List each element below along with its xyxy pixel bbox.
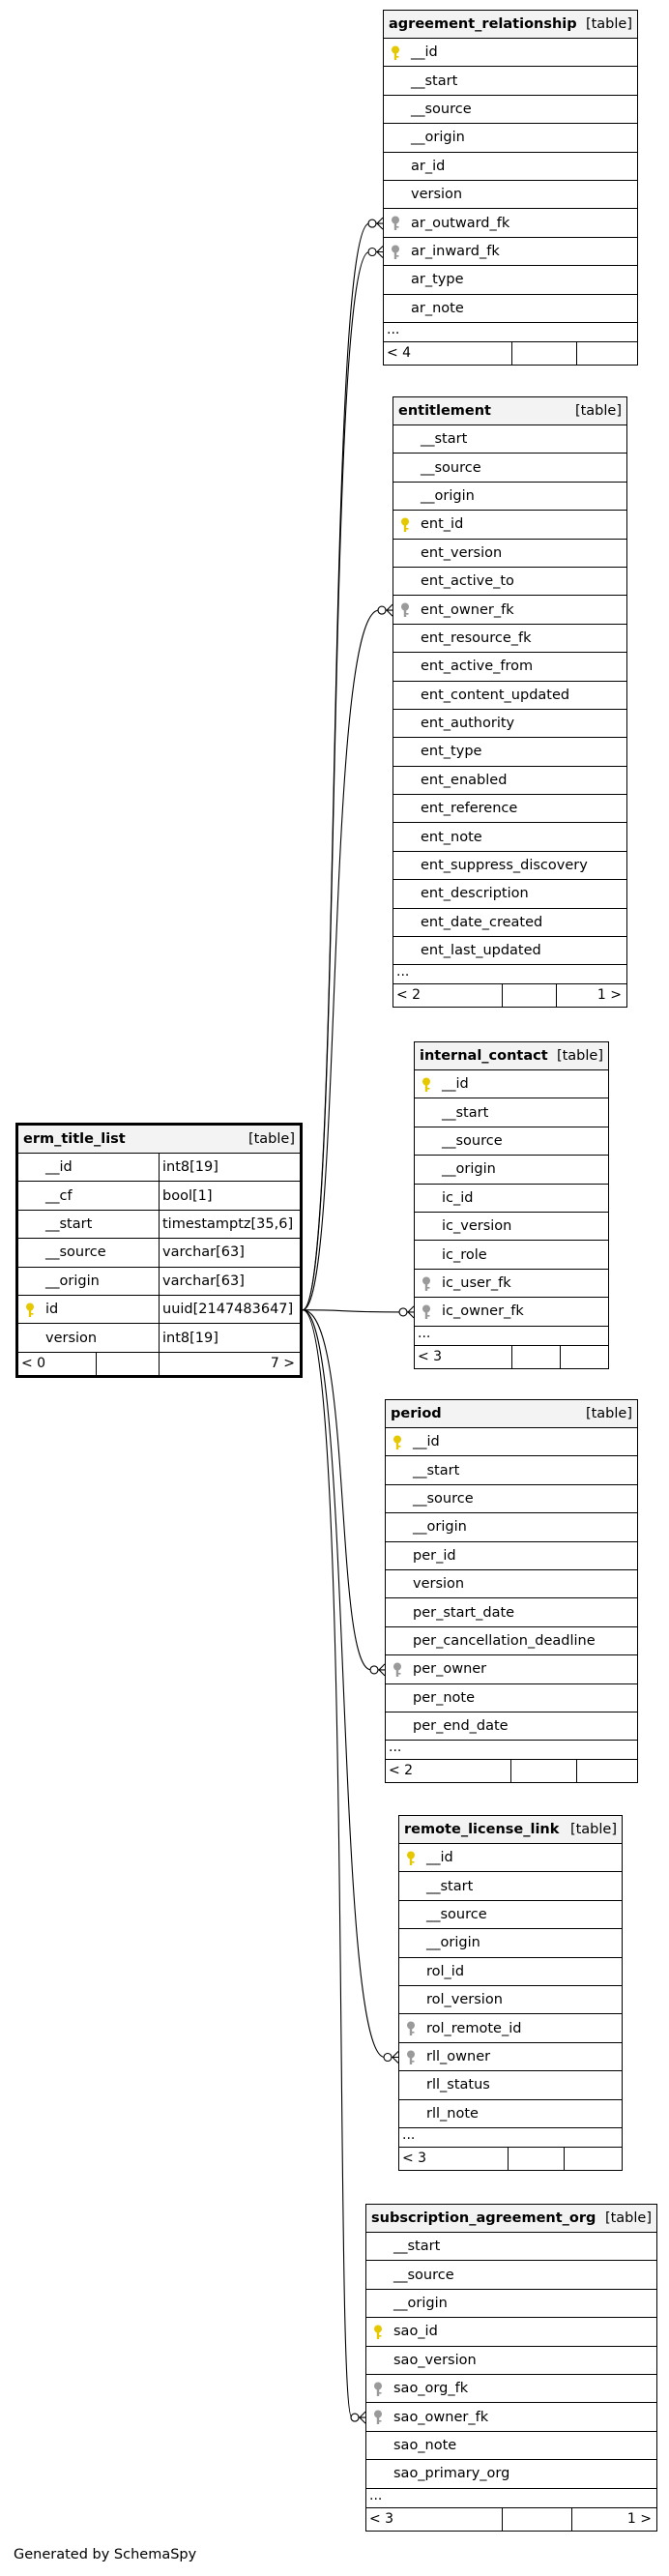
table-name: erm_title_list bbox=[23, 1131, 126, 1147]
column-type: varchar[63] bbox=[159, 1239, 300, 1266]
column-name: ent_active_to bbox=[421, 573, 514, 590]
column-name: rll_owner bbox=[426, 2048, 491, 2064]
table-footer bbox=[399, 2148, 622, 2170]
foreign-key-icon bbox=[405, 2021, 417, 2036]
table-header bbox=[393, 397, 626, 425]
column-row bbox=[386, 1456, 637, 1484]
column-name: ar_inward_fk bbox=[411, 243, 500, 259]
column-type: bool[1] bbox=[159, 1182, 300, 1209]
column-row bbox=[393, 454, 626, 482]
column-name: ent_active_from bbox=[421, 659, 534, 675]
more-columns-ellipsis: ... bbox=[399, 2128, 622, 2148]
primary-key-icon bbox=[421, 1077, 432, 1093]
column-row bbox=[18, 1268, 300, 1296]
column-name: per_note bbox=[413, 1689, 476, 1706]
table-header bbox=[366, 2205, 656, 2233]
column-name: ic_version bbox=[442, 1218, 512, 1235]
column-name: ar_outward_fk bbox=[411, 215, 510, 231]
table-type-tag: [table] bbox=[247, 1131, 295, 1147]
column-row bbox=[393, 710, 626, 738]
column-name: rll_note bbox=[426, 2105, 479, 2122]
column-row bbox=[384, 295, 637, 323]
column-type: timestamptz[35,6] bbox=[159, 1211, 300, 1238]
table-erm-title-list bbox=[15, 1123, 303, 1378]
column-row bbox=[384, 39, 637, 67]
child-count: 1 > bbox=[626, 2510, 652, 2527]
table-name: subscription_agreement_org bbox=[371, 2210, 596, 2226]
optional-marker bbox=[378, 606, 386, 614]
column-row bbox=[393, 738, 626, 766]
footer-divider bbox=[511, 342, 512, 365]
foreign-key-icon bbox=[390, 216, 401, 231]
footer-divider bbox=[576, 342, 577, 365]
column-name: sao_org_fk bbox=[393, 2381, 469, 2397]
table-type-tag: [table] bbox=[585, 1406, 632, 1421]
column-row bbox=[399, 2071, 622, 2099]
column-name: __origin bbox=[413, 1519, 467, 1536]
optional-marker bbox=[368, 220, 376, 227]
column-row bbox=[384, 67, 637, 95]
relationship-ent-owner-fk bbox=[303, 604, 393, 1310]
more-columns-ellipsis: ... bbox=[384, 323, 637, 342]
column-row bbox=[384, 96, 637, 124]
parent-count: < 0 bbox=[21, 1355, 46, 1371]
column-row bbox=[18, 1324, 300, 1352]
optional-marker bbox=[368, 249, 376, 256]
column-name: __source bbox=[413, 1490, 474, 1507]
column-name: per_id bbox=[413, 1547, 456, 1564]
column-name: ent_content_updated bbox=[421, 687, 570, 703]
column-row bbox=[384, 124, 637, 152]
column-row bbox=[384, 266, 637, 294]
column-row bbox=[399, 2100, 622, 2128]
column-name: rol_id bbox=[426, 1963, 465, 1979]
column-row bbox=[393, 767, 626, 795]
column-row bbox=[393, 511, 626, 539]
column-row bbox=[366, 2318, 656, 2346]
column-name: __origin bbox=[421, 487, 475, 504]
column-name: __id bbox=[45, 1159, 73, 1176]
table-footer bbox=[386, 1760, 637, 1782]
relationship-ar-inward-fk bbox=[303, 247, 383, 1310]
column-row bbox=[415, 1298, 608, 1326]
column-row bbox=[386, 1428, 637, 1456]
column-row bbox=[393, 880, 626, 908]
primary-key-icon bbox=[390, 45, 401, 61]
generated-by-footer: Generated by SchemaSpy bbox=[14, 2547, 197, 2562]
column-name: __start bbox=[393, 2239, 441, 2255]
table-subscription-agreement-org bbox=[365, 2204, 657, 2532]
column-name: __start bbox=[45, 1215, 93, 1232]
column-row bbox=[384, 238, 637, 266]
foreign-key-icon bbox=[421, 1276, 432, 1292]
column-row bbox=[386, 1485, 637, 1513]
column-row bbox=[415, 1127, 608, 1156]
optional-marker bbox=[384, 2054, 392, 2062]
table-name: entitlement bbox=[398, 403, 491, 419]
column-name: __id bbox=[411, 44, 438, 61]
column-row bbox=[415, 1156, 608, 1184]
column-name: __start bbox=[426, 1878, 474, 1894]
primary-key-icon bbox=[372, 2325, 384, 2340]
footer-divider bbox=[508, 2148, 509, 2170]
column-name: __start bbox=[411, 73, 458, 89]
relationship-line bbox=[303, 610, 393, 1310]
column-row bbox=[366, 2261, 656, 2289]
column-row bbox=[366, 2403, 656, 2431]
column-row bbox=[399, 1872, 622, 1900]
optional-marker bbox=[399, 1308, 407, 1316]
parent-count: < 3 bbox=[369, 2510, 394, 2527]
column-row bbox=[415, 1270, 608, 1298]
parent-count: < 4 bbox=[387, 344, 412, 361]
column-type: int8[19] bbox=[159, 1324, 300, 1351]
footer-divider bbox=[502, 2508, 503, 2531]
column-name: __origin bbox=[393, 2295, 448, 2311]
table-header bbox=[399, 1816, 622, 1844]
footer-divider bbox=[556, 984, 557, 1007]
primary-key-icon bbox=[405, 1851, 417, 1866]
table-footer bbox=[393, 984, 626, 1007]
column-name: ent_enabled bbox=[421, 772, 508, 788]
column-name: ent_suppress_discovery bbox=[421, 858, 588, 874]
column-name: ar_type bbox=[411, 272, 464, 288]
column-name: __id bbox=[413, 1434, 440, 1450]
relationship-ic-owner-fk bbox=[303, 1306, 414, 1318]
table-footer bbox=[366, 2508, 656, 2531]
table-footer bbox=[415, 1346, 608, 1368]
column-name: ent_owner_fk bbox=[421, 601, 514, 618]
column-name: __start bbox=[413, 1462, 460, 1478]
table-header bbox=[415, 1042, 608, 1070]
column-row bbox=[399, 2043, 622, 2071]
column-row bbox=[366, 2375, 656, 2403]
footer-divider bbox=[510, 1760, 511, 1782]
footer-divider bbox=[560, 1346, 561, 1368]
relationship-per-owner bbox=[303, 1310, 385, 1676]
table-type-tag: [table] bbox=[574, 403, 622, 419]
footer-divider bbox=[571, 2508, 572, 2531]
parent-count: < 3 bbox=[402, 2150, 427, 2166]
relationship-line bbox=[303, 252, 383, 1310]
table-name: remote_license_link bbox=[404, 1822, 560, 1837]
column-name: __source bbox=[426, 1906, 487, 1922]
footer-divider bbox=[576, 1760, 577, 1782]
column-row bbox=[399, 1986, 622, 2014]
table-type-tag: [table] bbox=[569, 1822, 617, 1837]
column-row bbox=[393, 425, 626, 454]
column-row bbox=[384, 153, 637, 181]
column-name: __id bbox=[442, 1076, 469, 1093]
column-name: rll_status bbox=[426, 2077, 490, 2093]
column-row bbox=[393, 596, 626, 624]
column-name: version bbox=[411, 187, 463, 203]
column-row bbox=[366, 2233, 656, 2261]
table-period bbox=[385, 1399, 638, 1783]
more-columns-ellipsis: ... bbox=[415, 1327, 608, 1346]
footer-divider bbox=[564, 2148, 565, 2170]
column-name: per_owner bbox=[413, 1661, 487, 1678]
column-row bbox=[415, 1213, 608, 1241]
column-row bbox=[399, 1901, 622, 1929]
table-header bbox=[18, 1126, 300, 1154]
relationship-line bbox=[303, 1310, 365, 2417]
relationship-ar-outward-fk bbox=[303, 218, 383, 1310]
table-internal-contact bbox=[414, 1041, 609, 1369]
column-row bbox=[18, 1182, 300, 1210]
column-name: __origin bbox=[442, 1161, 496, 1178]
column-type: varchar[63] bbox=[159, 1268, 300, 1295]
column-name: ent_version bbox=[421, 544, 503, 561]
column-name: ic_id bbox=[442, 1189, 474, 1206]
table-agreement-relationship bbox=[383, 10, 638, 366]
column-name: id bbox=[45, 1302, 59, 1318]
column-row bbox=[393, 483, 626, 511]
parent-count: < 2 bbox=[389, 1763, 414, 1779]
column-row bbox=[399, 1929, 622, 1957]
column-row bbox=[415, 1070, 608, 1098]
primary-key-icon bbox=[24, 1303, 36, 1318]
column-row bbox=[399, 1844, 622, 1872]
column-name: per_start_date bbox=[413, 1604, 515, 1621]
column-row bbox=[393, 937, 626, 965]
column-name: __id bbox=[426, 1850, 453, 1866]
column-type: uuid[2147483647] bbox=[159, 1296, 300, 1323]
parent-count: < 3 bbox=[418, 1348, 443, 1364]
table-remote-license-link bbox=[398, 1815, 623, 2171]
foreign-key-icon bbox=[372, 2410, 384, 2425]
column-name: ar_id bbox=[411, 158, 446, 174]
column-name: rol_version bbox=[426, 1992, 503, 2008]
column-row bbox=[386, 1684, 637, 1712]
more-columns-ellipsis: ... bbox=[386, 1741, 637, 1760]
column-type: int8[19] bbox=[159, 1154, 300, 1181]
column-name: ent_id bbox=[421, 516, 464, 533]
column-name: ent_note bbox=[421, 829, 482, 845]
column-name: __origin bbox=[411, 130, 465, 146]
table-footer bbox=[18, 1353, 300, 1375]
column-row bbox=[393, 795, 626, 823]
column-name: sao_id bbox=[393, 2324, 438, 2340]
column-name: __start bbox=[442, 1104, 489, 1121]
column-row bbox=[366, 2290, 656, 2318]
column-row bbox=[384, 181, 637, 209]
column-name: __source bbox=[411, 101, 472, 117]
table-footer bbox=[384, 342, 637, 365]
column-row bbox=[393, 852, 626, 880]
column-row bbox=[18, 1211, 300, 1239]
foreign-key-icon bbox=[399, 602, 411, 618]
column-name: sao_owner_fk bbox=[393, 2409, 489, 2425]
relationship-sao-owner-fk bbox=[303, 1310, 365, 2423]
parent-count: < 2 bbox=[396, 987, 422, 1004]
column-row bbox=[384, 209, 637, 237]
relationship-line bbox=[303, 223, 383, 1310]
relationship-line bbox=[303, 1310, 414, 1312]
more-columns-ellipsis: ... bbox=[366, 2489, 656, 2508]
foreign-key-icon bbox=[372, 2382, 384, 2397]
column-row bbox=[393, 540, 626, 568]
footer-divider bbox=[96, 1353, 97, 1375]
column-row bbox=[399, 1958, 622, 1986]
table-name: internal_contact bbox=[420, 1048, 548, 1064]
column-name: ent_last_updated bbox=[421, 943, 541, 959]
column-row bbox=[415, 1185, 608, 1213]
column-row bbox=[18, 1154, 300, 1182]
column-name: version bbox=[45, 1330, 98, 1346]
column-row bbox=[415, 1098, 608, 1127]
column-row bbox=[386, 1542, 637, 1570]
column-name: ic_role bbox=[442, 1246, 487, 1263]
column-name: version bbox=[413, 1576, 465, 1593]
foreign-key-icon bbox=[421, 1304, 432, 1320]
column-row bbox=[393, 823, 626, 851]
column-name: ic_user_fk bbox=[442, 1274, 511, 1291]
optional-marker bbox=[351, 2414, 359, 2421]
column-name: sao_primary_org bbox=[393, 2466, 510, 2482]
relationship-line bbox=[303, 1310, 385, 1670]
column-row bbox=[415, 1241, 608, 1269]
table-type-tag: [table] bbox=[585, 16, 632, 32]
column-row bbox=[386, 1712, 637, 1741]
column-row bbox=[366, 2347, 656, 2375]
column-name: __source bbox=[421, 459, 481, 476]
table-name: agreement_relationship bbox=[389, 16, 577, 32]
footer-divider bbox=[511, 1346, 512, 1368]
column-row bbox=[386, 1598, 637, 1626]
table-entitlement bbox=[393, 396, 627, 1008]
column-row bbox=[366, 2432, 656, 2460]
column-row bbox=[386, 1627, 637, 1655]
column-name: __origin bbox=[45, 1273, 100, 1289]
column-row bbox=[393, 909, 626, 937]
column-name: __source bbox=[442, 1132, 503, 1149]
column-row bbox=[18, 1239, 300, 1267]
footer-divider bbox=[159, 1353, 160, 1375]
optional-marker bbox=[370, 1666, 378, 1674]
column-row bbox=[386, 1655, 637, 1683]
table-type-tag: [table] bbox=[604, 2210, 652, 2226]
column-name: ent_date_created bbox=[421, 914, 543, 930]
table-header bbox=[384, 11, 637, 39]
table-type-tag: [table] bbox=[556, 1048, 603, 1064]
foreign-key-icon bbox=[405, 2050, 417, 2065]
column-row bbox=[393, 682, 626, 710]
child-count: 1 > bbox=[596, 987, 622, 1004]
column-name: __origin bbox=[426, 1935, 480, 1951]
column-name: ent_type bbox=[421, 744, 482, 760]
column-name: sao_note bbox=[393, 2437, 457, 2453]
column-name: sao_version bbox=[393, 2352, 477, 2368]
table-name: period bbox=[391, 1406, 442, 1421]
more-columns-ellipsis: ... bbox=[393, 965, 626, 984]
column-name: __start bbox=[421, 431, 468, 448]
child-count: 7 > bbox=[270, 1355, 295, 1371]
column-row bbox=[393, 653, 626, 681]
column-row bbox=[399, 2014, 622, 2042]
footer-divider bbox=[502, 984, 503, 1007]
primary-key-icon bbox=[399, 517, 411, 533]
column-name: per_cancellation_deadline bbox=[413, 1632, 596, 1649]
column-row bbox=[386, 1513, 637, 1541]
column-name: ic_owner_fk bbox=[442, 1303, 524, 1320]
column-name: ent_description bbox=[421, 886, 529, 902]
column-row bbox=[393, 568, 626, 596]
column-row bbox=[393, 625, 626, 653]
column-row bbox=[18, 1296, 300, 1324]
column-name: __source bbox=[45, 1244, 106, 1261]
column-name: ent_resource_fk bbox=[421, 629, 532, 646]
column-name: ent_reference bbox=[421, 801, 518, 817]
column-row bbox=[386, 1570, 637, 1598]
column-name: ar_note bbox=[411, 300, 464, 316]
column-name: __cf bbox=[45, 1187, 73, 1204]
column-name: ent_authority bbox=[421, 716, 515, 732]
column-name: rol_remote_id bbox=[426, 2020, 522, 2036]
table-header bbox=[386, 1400, 637, 1428]
primary-key-icon bbox=[392, 1435, 403, 1450]
column-name: per_end_date bbox=[413, 1718, 509, 1735]
column-name: __source bbox=[393, 2267, 454, 2283]
foreign-key-icon bbox=[390, 245, 401, 260]
column-row bbox=[366, 2460, 656, 2488]
foreign-key-icon bbox=[392, 1662, 403, 1678]
